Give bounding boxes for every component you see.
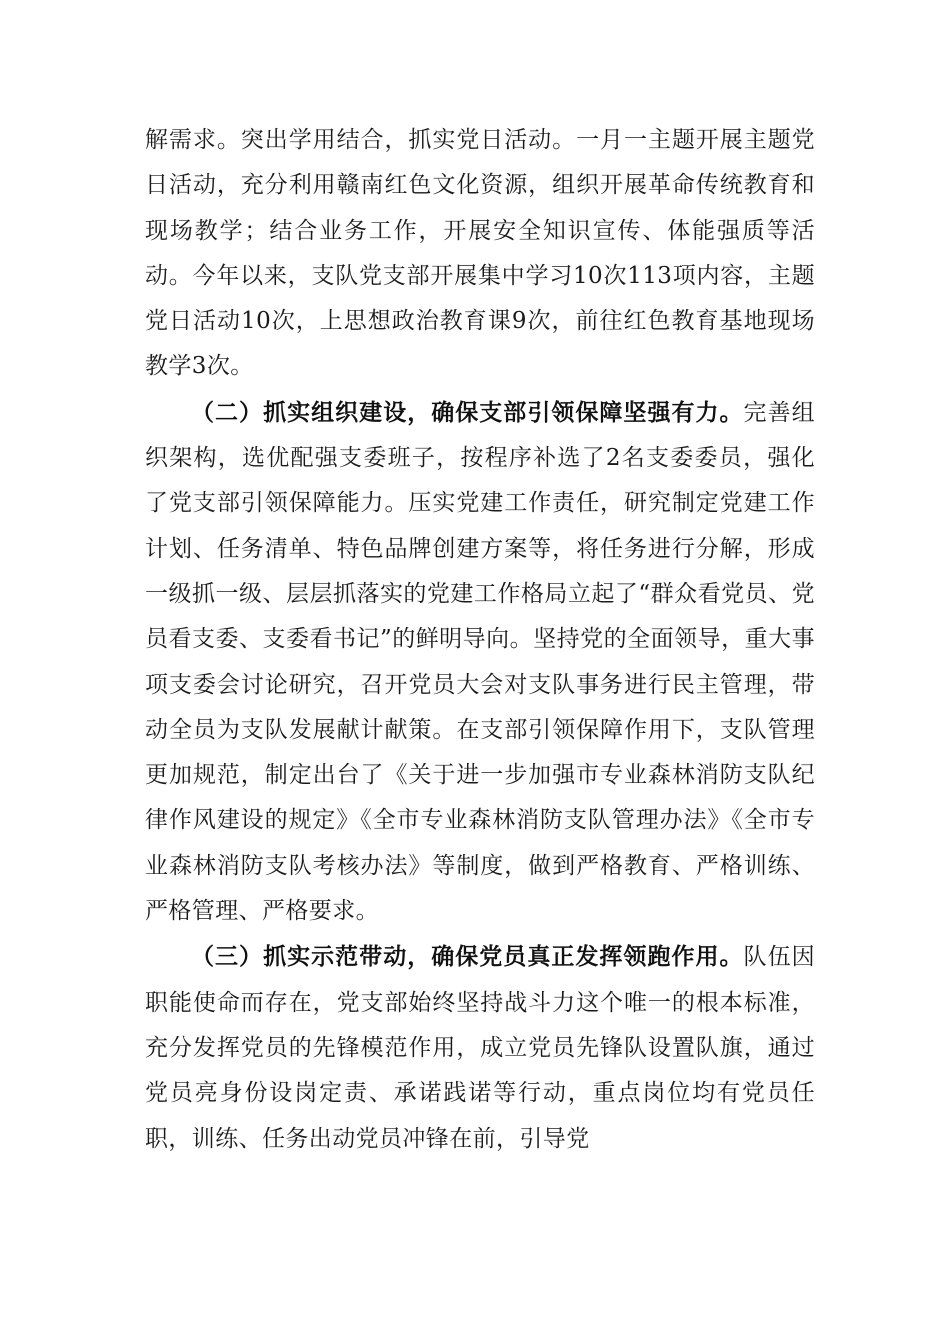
- paragraph-2-body: 完善组织架构，选优配强支委班子，按程序补选了2名支委委员，强化了党支部引领保障能力。压实党建工作责任，研究制定党建工作计划、任务清单、特色品牌创建方案等，将任务进行分解，形成一级抓一级、层层抓落实的党建工作格局立起了“群众看党员、党员看支委、支委看书记”的鲜明导向。坚持党的全面领导，重大事项支委会讨论研究，召开党员大会对支队事务进行民主管理，带动全员为支队发展献计献策。在支部引领保障作用下，支队管理更加规范，制定出台了《关于进一步加强市专业森林消防支队纪律作风建设的规定》《全市专业森林消防支队管理办法》《全市专业森林消防支队考核办法》等制度，做到严格教育、严格训练、严格管理、严格要求。: [145, 399, 815, 925]
- paragraph-3: [145, 934, 815, 1161]
- document-body: [145, 118, 815, 1162]
- paragraph-1: [145, 118, 815, 390]
- paragraph-3-body: 队伍因职能使命而存在，党支部始终坚持战斗力这个唯一的根本标准，充分发挥党员的先锋模范作用，成立党员先锋队设置队旗，通过党员亮身份设岗定责、承诺践诺等行动，重点岗位均有党员任职，训练、任务出动党员冲锋在前，引导党: [145, 944, 815, 1152]
- paragraph-2-heading: （二）抓实组织建设，确保支部引领保障坚强有力。: [191, 398, 744, 426]
- paragraph-2: [145, 390, 815, 935]
- paragraph-3-heading: （三）抓实示范带动，确保党员真正发挥领跑作用。: [191, 943, 744, 971]
- paragraph-1-body: 解需求。突出学用结合，抓实党日活动。一月一主题开展主题党日活动，充分利用赣南红色文化资源，组织开展革命传统教育和现场教学；结合业务工作，开展安全知识宣传、体能强质等活动。今年以来，支队党支部开展集中学习10次113项内容，主题党日活动10次，上思想政治教育课9次，前往红色教育基地现场教学3次。: [145, 127, 815, 380]
